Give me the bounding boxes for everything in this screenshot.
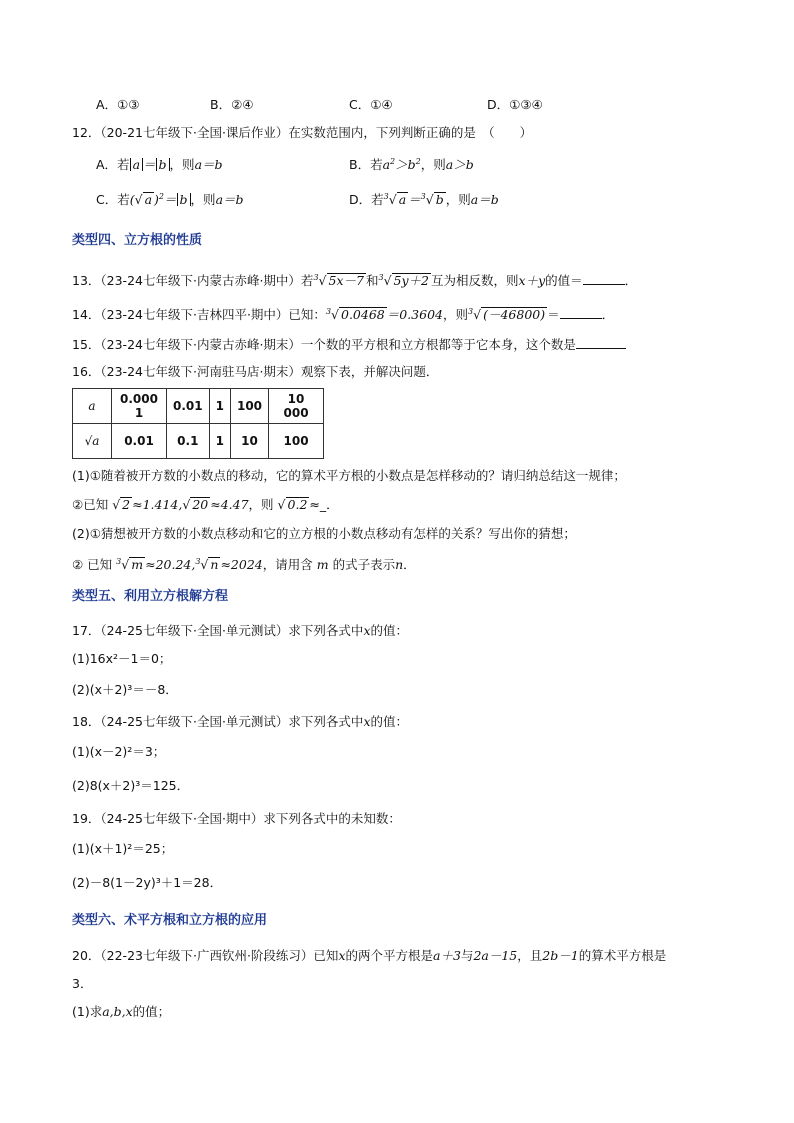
q12-option-b: B．若$a^2>b^2$，则a＞b — [349, 156, 474, 172]
q11-option-a: A．①③ — [96, 97, 140, 112]
q16-part2-1: (2)①猜想被开方数的小数点移动和它的立方根的小数点移动有怎样的关系？写出你的猜想； — [72, 526, 576, 541]
table-cell: 1 — [209, 424, 230, 459]
q12-stem: 12．（20-21七年级下·全国·课后作业）在实数范围内，下列判断正确的是 （ ） — [72, 125, 533, 140]
q11-option-c: C．①④ — [349, 97, 393, 112]
table-row — [73, 389, 324, 424]
q16-part1-2: ②已知 √ 2 ≈1.414,√ 20 ≈4.47，则 √ 0.2 ≈_． — [72, 497, 339, 512]
q16-part2-2: ② 已知 $^3$√ m ≈20.24,$^3$√ n ≈2024，请用含 m 的式子表示n． — [72, 557, 416, 573]
q12-option-d: D．若$^3$√ a ＝$^3$√ b ，则a＝b — [349, 191, 499, 207]
table-cell: 0.01 — [167, 389, 210, 424]
q17-eq2: (2)(x＋2)³＝－8． — [72, 682, 178, 697]
table-row — [73, 424, 324, 459]
q20-part1: (1)求a,b,x的值； — [72, 1004, 171, 1019]
q19-eq1: (1)(x＋1)²＝25； — [72, 841, 174, 856]
table-cell: 1 — [209, 389, 230, 424]
section-heading-6: 类型六、术平方根和立方根的应用 — [72, 913, 268, 928]
q13: 13．（23-24七年级下·内蒙古赤峰·期中）若$^3$√ 5x－7 和$^3$√ 5y＋2 互为相反数，则x＋y的值＝ ． — [72, 273, 638, 289]
q16-table — [72, 388, 324, 459]
q18-stem: 18．（24-25七年级下·全国·单元测试）求下列各式中x的值： — [72, 714, 409, 729]
q14: 14．（23-24七年级下·吉林四平·期中）已知：$^3$√ 0.0468 ＝0.3604，则$^3$√ (－46800) ＝ ． — [72, 307, 615, 323]
q16-part1-1: (1)①随着被开方数的小数点的移动，它的算术平方根的小数点是怎样移动的？请归纳总结这一规律； — [72, 468, 626, 483]
table-cell: 10 — [230, 424, 268, 459]
table-cell: 0.1 — [167, 424, 210, 459]
q11-option-d: D．①③④ — [487, 97, 543, 112]
q11-option-b: B．②④ — [210, 97, 254, 112]
q15: 15．（23-24七年级下·内蒙古赤峰·期末）一个数的平方根和立方根都等于它本身，这个数是 — [72, 336, 626, 354]
q18-eq1: (1)(x－2)²＝3； — [72, 744, 166, 759]
table-cell: a — [73, 389, 112, 424]
q12-option-a: A．若 a ＝ b ，则a＝b — [96, 157, 223, 172]
q20-stem: 20．（22-23七年级下·广西钦州·阶段练习）已知x的两个平方根是a＋3与2a－15，且2b－1的算术平方根是 — [72, 948, 667, 963]
table-cell: 100 — [269, 424, 324, 459]
section-heading-5: 类型五、利用立方根解方程 — [72, 589, 229, 604]
q19-stem: 19．（24-25七年级下·全国·期中）求下列各式中的未知数： — [72, 811, 401, 826]
q12-option-c: C．若(√ a )$^2$＝ b ，则a＝b — [96, 191, 244, 207]
table-cell: 100 — [230, 389, 268, 424]
q20-stem-cont: 3． — [72, 976, 93, 991]
section-heading-4: 类型四、立方根的性质 — [72, 233, 203, 248]
table-cell: 10 000 — [269, 389, 324, 424]
table-cell: 0.000 1 — [112, 389, 167, 424]
table-cell: 0.01 — [112, 424, 167, 459]
q17-eq1: (1)16x²－1＝0； — [72, 651, 172, 666]
table-cell: √a — [73, 424, 112, 459]
q16-stem: 16．（23-24七年级下·河南驻马店·期末）观察下表，并解决问题． — [72, 364, 439, 379]
q18-eq2: (2)8(x＋2)³＝125． — [72, 778, 190, 793]
q17-stem: 17．（24-25七年级下·全国·单元测试）求下列各式中x的值： — [72, 623, 409, 638]
q19-eq2: (2)－8(1－2y)³＋1＝28． — [72, 875, 223, 890]
